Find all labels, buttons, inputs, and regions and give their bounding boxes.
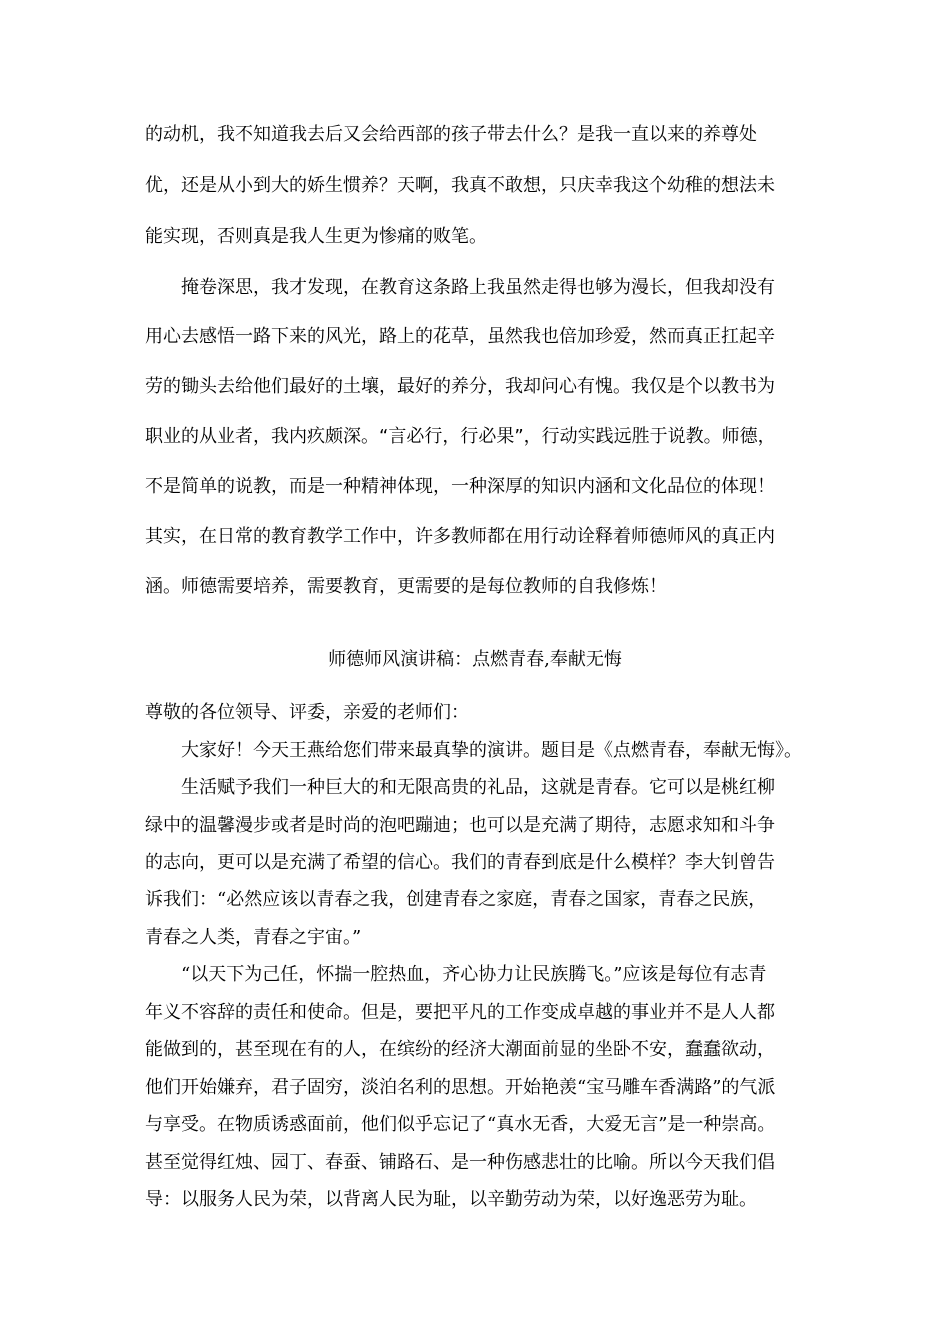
- speech-line: 绿中的温馨漫步或者是时尚的泡吧蹦迪；也可以是充满了期待，志愿求知和斗争: [145, 815, 775, 836]
- paragraph-line: 优，还是从小到大的娇生惯养？天啊，我真不敢想，只庆幸我这个幼稚的想法未: [145, 175, 775, 196]
- speech-line: 与享受。在物质诱惑面前，他们似乎忘记了“真水无香，大爱无言”是一种崇高。: [145, 1114, 776, 1135]
- speech-line: 甚至觉得红烛、园丁、春蚕、铺路石、是一种伤感悲壮的比喻。所以今天我们倡: [145, 1152, 775, 1173]
- paragraph-line: 用心去感悟一路下来的风光，路上的花草，虽然我也倍加珍爱，然而真正扛起辛: [145, 326, 775, 347]
- speech-salutation: 尊敬的各位领导、评委，亲爱的老师们：: [145, 702, 469, 723]
- speech-title: 师德师风演讲稿：点燃青春,奉献无悔: [328, 649, 622, 670]
- paragraph-line: 涵。师德需要培养，需要教育，更需要的是每位教师的自我修炼！: [145, 576, 667, 597]
- paragraph-line: 的动机，我不知道我去后又会给西部的孩子带去什么？是我一直以来的养尊处: [145, 124, 757, 145]
- speech-line: 导：以服务人民为荣，以背离人民为耻，以辛勤劳动为荣，以好逸恶劳为耻。: [145, 1189, 757, 1210]
- speech-line: 他们开始嫌弃，君子固穷，淡泊名利的思想。开始艳羡“宝马雕车香满路”的气派: [145, 1077, 776, 1098]
- paragraph-line: 不是简单的说教，而是一种精神体现，一种深厚的知识内涵和文化品位的体现！: [145, 476, 775, 497]
- speech-line: 青春之人类，青春之宇宙。”: [145, 927, 362, 948]
- speech-line: 的志向，更可以是充满了希望的信心。我们的青春到底是什么模样？李大钊曾告: [145, 852, 775, 873]
- speech-line: 诉我们：“必然应该以青春之我，创建青春之家庭，青春之国家，青春之民族，: [145, 889, 767, 910]
- speech-line: 大家好！今天王燕给您们带来最真挚的演讲。题目是《点燃青春，奉献无悔》。: [181, 740, 802, 761]
- paragraph-line: 劳的锄头去给他们最好的土壤，最好的养分，我却问心有愧。我仅是个以教书为: [145, 376, 775, 397]
- speech-line: 年义不容辞的责任和使命。但是，要把平凡的工作变成卓越的事业并不是人人都: [145, 1002, 775, 1023]
- paragraph-line: 能实现，否则真是我人生更为惨痛的败笔。: [145, 226, 487, 247]
- speech-line: “以天下为己任，怀揣一腔热血，齐心协力让民族腾飞。”应该是每位有志青: [181, 964, 767, 985]
- paragraph-line: 其实，在日常的教育教学工作中，许多教师都在用行动诠释着师德师风的真正内: [145, 526, 775, 547]
- speech-line: 生活赋予我们一种巨大的和无限高贵的礼品，这就是青春。它可以是桃红柳: [181, 777, 775, 798]
- speech-line: 能做到的，甚至现在有的人，在缤纷的经济大潮面前显的坐卧不安，蠢蠢欲动，: [145, 1039, 775, 1060]
- paragraph-line: 掩卷深思，我才发现，在教育这条路上我虽然走得也够为漫长，但我却没有: [181, 277, 775, 298]
- paragraph-line: 职业的从业者，我内疚颇深。“言必行，行必果”，行动实践远胜于说教。师德，: [145, 426, 776, 447]
